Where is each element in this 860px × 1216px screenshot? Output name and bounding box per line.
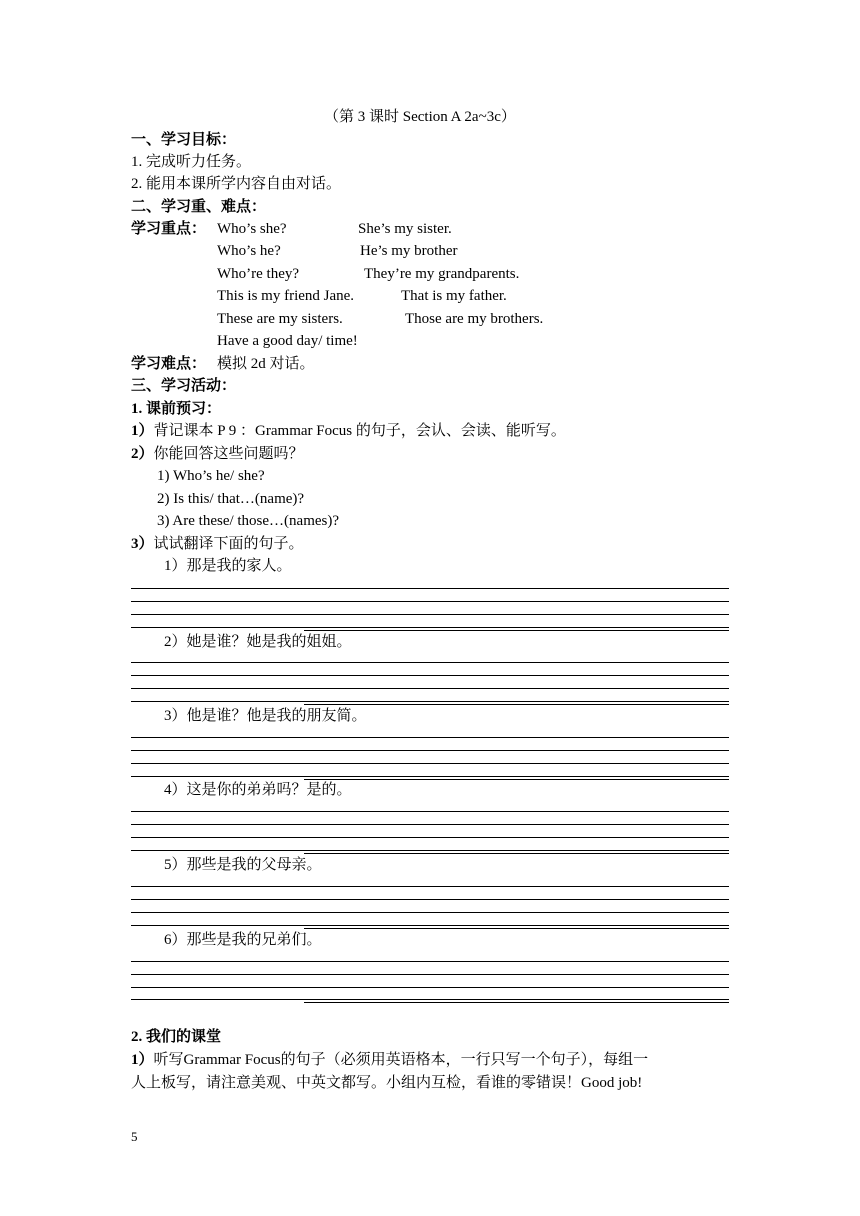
lesson-title: （第 3 课时 Section A 2a~3c） <box>324 109 516 125</box>
question-3: 3) Are these/ those…(names)? <box>157 513 340 529</box>
writing-line <box>131 925 729 926</box>
objective-1: 1. 完成听力任务。 <box>131 154 252 170</box>
writing-line <box>131 824 729 825</box>
writing-line <box>131 750 729 751</box>
item-text: 试试翻译下面的句子。 <box>153 536 304 552</box>
preview-item-2 <box>131 444 304 464</box>
writing-line <box>131 763 729 764</box>
writing-line <box>131 899 729 900</box>
question-2: 2) Is this/ that…(name)? <box>157 491 305 507</box>
writing-line <box>304 704 729 705</box>
section1-heading: 一、学习目标： <box>131 132 237 148</box>
writing-line <box>131 675 729 676</box>
writing-line <box>131 886 729 887</box>
translate-sentence-2: 2）她是谁？她是我的姐姐。 <box>164 634 352 650</box>
writing-line <box>131 961 729 962</box>
translate-sentence-3: 3）他是谁？他是我的朋友简。 <box>164 708 367 724</box>
key-question: Who’s she? <box>217 221 287 237</box>
writing-line <box>131 737 729 738</box>
writing-line <box>131 999 729 1000</box>
key-question: This is my friend Jane. <box>217 288 355 304</box>
writing-line <box>304 853 729 854</box>
item-text: 你能回答这些问题吗？ <box>153 446 304 462</box>
writing-line <box>131 601 729 602</box>
key-question: Have a good day/ time! <box>217 333 358 349</box>
writing-line <box>131 850 729 851</box>
item-number: 1） <box>131 423 154 439</box>
key-question: Who’s he? <box>217 243 281 259</box>
difficult-points-text: 模拟 2d 对话。 <box>217 356 315 372</box>
key-answer: He’s my brother <box>360 243 458 259</box>
key-question: These are my sisters. <box>217 311 343 327</box>
section3-heading: 三、学习活动： <box>131 378 237 394</box>
writing-line <box>131 627 729 628</box>
key-answer: She’s my sister. <box>358 221 452 237</box>
translate-sentence-6: 6）那些是我的兄弟们。 <box>164 932 322 948</box>
page-number: 5 <box>131 1129 138 1144</box>
question-1: 1) Who’s he/ she? <box>157 468 265 484</box>
key-answer: They’re my grandparents. <box>364 266 520 282</box>
writing-line <box>131 588 729 589</box>
writing-line <box>131 701 729 702</box>
key-answer: Those are my brothers. <box>405 311 544 327</box>
key-question: Who’re they? <box>217 266 300 282</box>
paragraph-text: 听写Grammar Focus的句子（必须用英语格本，一行只写一个句子），每组一 <box>153 1052 649 1068</box>
writing-line <box>131 662 729 663</box>
translate-sentence-5: 5）那些是我的父母亲。 <box>164 857 322 873</box>
key-points-label: 学习重点： <box>131 221 207 237</box>
difficult-points-label: 学习难点： <box>131 356 207 372</box>
preview-heading: 1. 课前预习： <box>131 401 222 417</box>
preview-item-1 <box>131 421 566 441</box>
preview-item-3 <box>131 534 304 554</box>
classroom-paragraph-line-2: 人上板写，请注意美观、中英文都写。小组内互检，看谁的零错误！Good job! <box>131 1075 643 1091</box>
writing-line <box>131 688 729 689</box>
item-text: 背记课本 P 9 ：Grammar Focus 的句子，会认、会读、能听写。 <box>153 423 566 439</box>
writing-line <box>304 779 729 780</box>
translate-sentence-1: 1）那是我的家人。 <box>164 558 292 574</box>
writing-line <box>304 928 729 929</box>
writing-line <box>131 987 729 988</box>
section2-heading: 二、学习重、难点： <box>131 199 267 215</box>
writing-line <box>304 630 729 631</box>
writing-line <box>131 614 729 615</box>
writing-line <box>131 811 729 812</box>
key-answer: That is my father. <box>401 288 507 304</box>
writing-line <box>131 912 729 913</box>
writing-line <box>131 837 729 838</box>
classroom-heading: 2. 我们的课堂 <box>131 1029 222 1045</box>
writing-line <box>304 1002 729 1003</box>
translate-sentence-4: 4）这是你的弟弟吗？是的。 <box>164 782 352 798</box>
classroom-paragraph-line-1 <box>131 1050 648 1070</box>
item-number: 1） <box>131 1052 154 1068</box>
writing-line <box>131 776 729 777</box>
objective-2: 2. 能用本课所学内容自由对话。 <box>131 176 342 192</box>
writing-line <box>131 974 729 975</box>
item-number: 3） <box>131 536 154 552</box>
item-number: 2） <box>131 446 154 462</box>
